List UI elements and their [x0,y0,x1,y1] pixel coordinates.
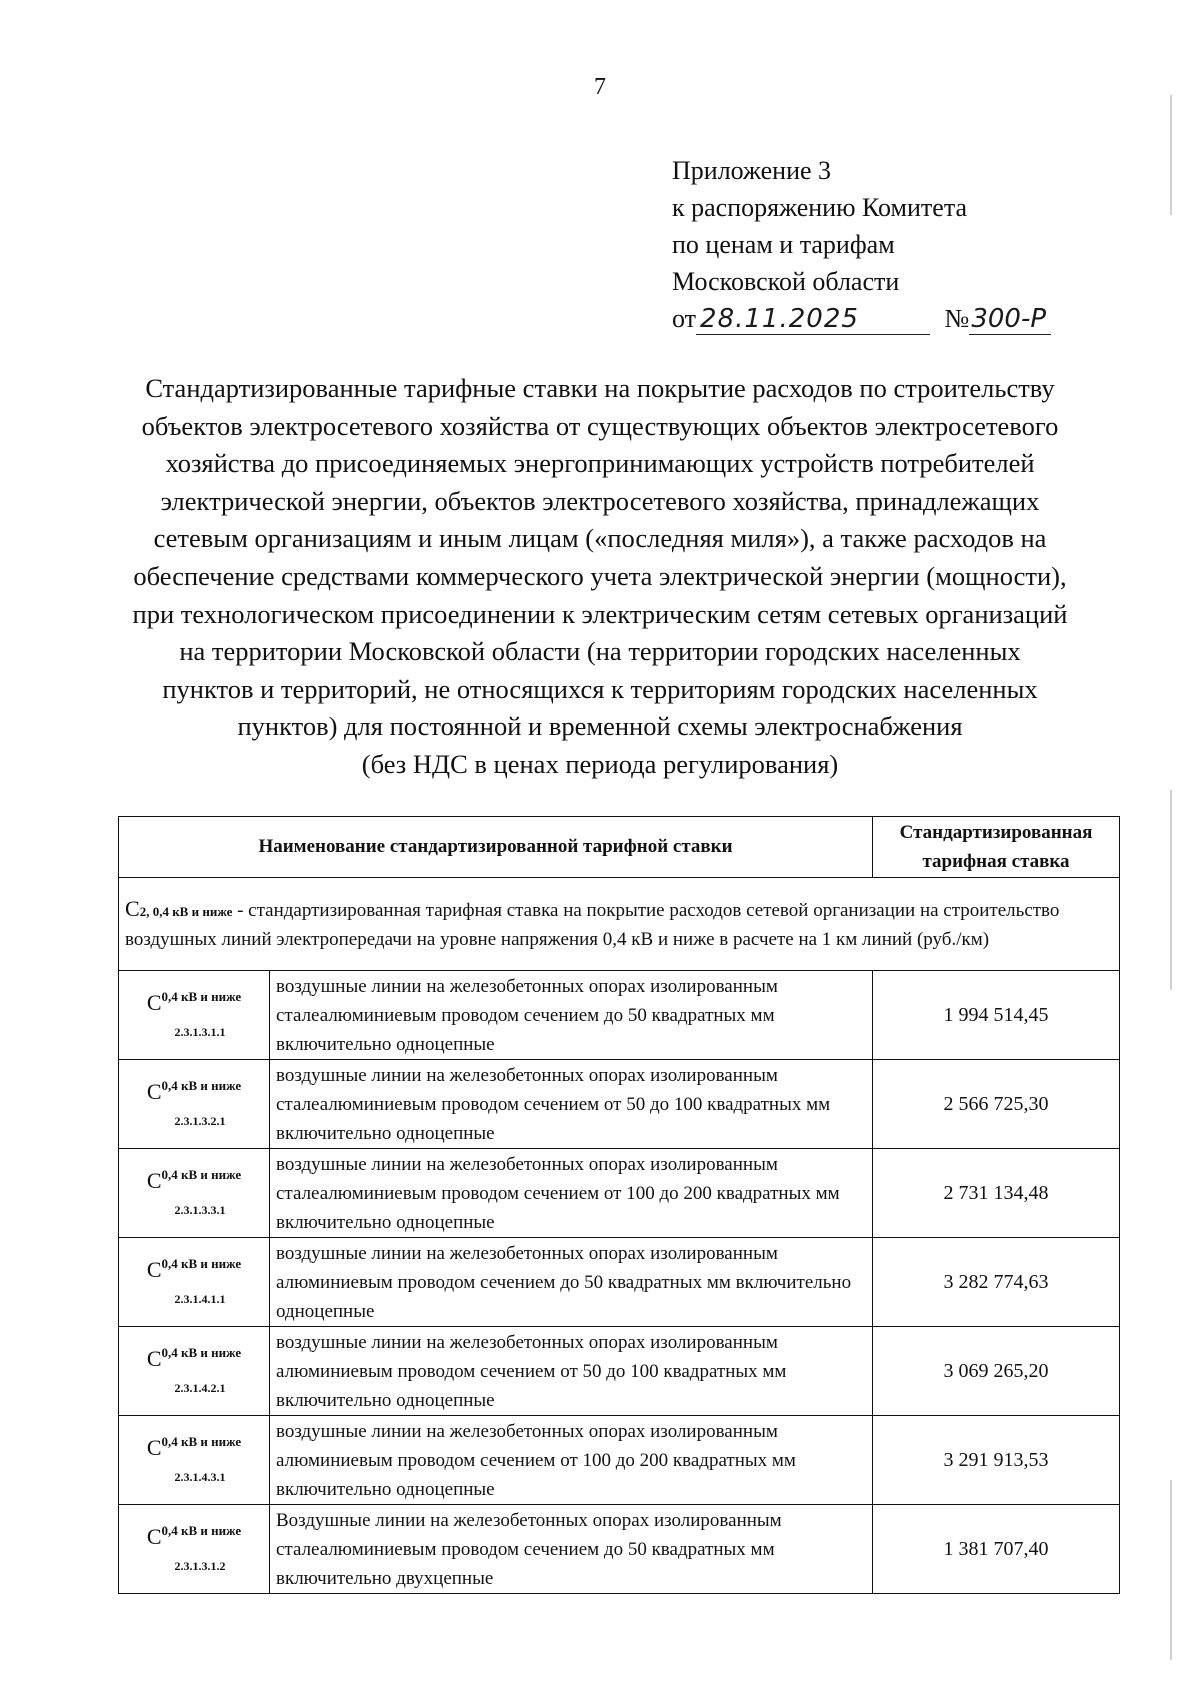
rate-subscript: 2.3.1.3.1.1 [174,1025,226,1039]
appendix-line: к распоряжению Комитета [672,193,968,222]
title-line: хозяйства до присоединяемых энергопринимающих устройств потребителей [165,448,1035,479]
table-row [119,971,1120,1060]
table-row [119,1416,1120,1505]
rate-code [119,1149,270,1238]
scan-margin-mark [1170,95,1172,215]
header-name: Наименование стандартизированной тарифной ставки [119,817,873,878]
group-symbol: С [125,895,140,921]
appendix-line: Приложение 3 [672,156,832,185]
title-line: пунктов и территорий, не относящихся к территориям городских населенных [162,673,1038,704]
date-prefix: от [672,304,697,333]
appendix-line: по ценам и тарифам [672,230,895,259]
rate-symbol: С [146,1346,162,1371]
appendix-line: Московской области [672,267,900,296]
rate-symbol: С [146,1257,162,1282]
rate-description: Воздушные линии на железобетонных опорах изолированным сталеалюминиевым проводом сечением до 50 квадратных мм включительно двухцепные [270,1505,873,1594]
rate-subscript: 2.3.1.3.1.2 [174,1559,226,1573]
title-line: обеспечение средствами коммерческого учета электрической энергии (мощности), [133,560,1067,591]
rate-symbol: С [146,1435,162,1460]
rate-superscript: 0,4 кВ и ниже [161,989,242,1004]
title-line: на территории Московской области (на территории городских населенных [179,636,1021,667]
rate-subscript: 2.3.1.4.1.1 [174,1292,226,1306]
rate-description: воздушные линии на железобетонных опорах изолированным сталеалюминиевым проводом сечением от 50 до 100 квадратных мм включительно одноцепные [270,1060,873,1149]
rate-superscript: 0,4 кВ и ниже [161,1434,242,1449]
group-description-row [119,878,1120,971]
rate-superscript: 0,4 кВ и ниже [161,1345,242,1360]
table-row [119,1505,1120,1594]
rate-value: 3 069 265,20 [873,1327,1120,1416]
rate-code [119,1238,270,1327]
rate-description: воздушные линии на железобетонных опорах изолированным алюминиевым проводом сечением до 50 квадратных мм включительно одноцепные [270,1238,873,1327]
title-line: электрической энергии, объектов электросетевого хозяйства, принадлежащих [160,485,1040,516]
rate-code [119,1327,270,1416]
rate-code [119,1060,270,1149]
rate-value: 2 731 134,48 [873,1149,1120,1238]
rate-superscript: 0,4 кВ и ниже [161,1078,242,1093]
table-header-row [119,817,1120,878]
title-line: при технологическом присоединении к электрическим сетям сетевых организаций [132,598,1068,629]
group-subscript: 2, 0,4 кВ и ниже [139,903,233,919]
rate-code [119,1416,270,1505]
rate-subscript: 2.3.1.4.3.1 [174,1470,226,1484]
rate-superscript: 0,4 кВ и ниже [161,1167,242,1182]
appendix-block [672,152,1051,337]
handwritten-number: 300-Р [969,304,1051,335]
rate-value: 3 282 774,63 [873,1238,1120,1327]
rate-subscript: 2.3.1.4.2.1 [174,1381,226,1395]
table-row [119,1149,1120,1238]
rate-code [119,1505,270,1594]
rate-value: 3 291 913,53 [873,1416,1120,1505]
scan-margin-mark [1170,790,1172,990]
date-number-line [672,300,1051,337]
rate-subscript: 2.3.1.3.3.1 [174,1203,226,1217]
rate-superscript: 0,4 кВ и ниже [161,1523,242,1538]
table-row [119,1060,1120,1149]
header-rate: Стандартизированная тарифная ставка [873,817,1120,878]
title-line: пунктов) для постоянной и временной схемы электроснабжения [237,711,963,742]
rate-description: воздушные линии на железобетонных опорах изолированным сталеалюминиевым проводом сечением до 50 квадратных мм включительно одноцепные [270,971,873,1060]
rate-value: 1 381 707,40 [873,1505,1120,1594]
page-number: 7 [594,74,606,100]
rate-symbol: С [146,1168,162,1193]
scan-margin-mark [1170,1480,1172,1660]
rate-description: воздушные линии на железобетонных опорах изолированным сталеалюминиевым проводом сечением от 100 до 200 квадратных мм включительно одноцепные [270,1149,873,1238]
title-line: (без НДС в ценах периода регулирования) [361,748,839,779]
title-line: объектов электросетевого хозяйства от существующих объектов электросетевого [141,410,1059,441]
title-line: Стандартизированные тарифные ставки на покрытие расходов по строительству [145,373,1055,403]
table-row [119,1327,1120,1416]
rate-value: 1 994 514,45 [873,971,1120,1060]
group-description [119,878,1120,971]
number-prefix: № [944,304,970,333]
group-text: - стандартизированная тарифная ставка на покрытие расходов сетевой организации на строительство воздушных линий электропередачи на уровне напряжения 0,4 кВ и ниже в расчете на 1 км линий (руб./км) [125,899,1060,950]
rate-symbol: С [146,1524,162,1549]
table-row [119,1238,1120,1327]
rate-value: 2 566 725,30 [873,1060,1120,1149]
rate-description: воздушные линии на железобетонных опорах изолированным алюминиевым проводом сечением от 50 до 100 квадратных мм включительно одноцепные [270,1327,873,1416]
rate-subscript: 2.3.1.3.2.1 [174,1114,226,1128]
handwritten-date: 28.11.2025 [696,304,930,335]
rate-description: воздушные линии на железобетонных опорах изолированным алюминиевым проводом сечением от 100 до 200 квадратных мм включительно одноцепные [270,1416,873,1505]
document-title [100,370,1100,784]
tariff-table [118,816,1120,1594]
title-line: сетевым организациям и иным лицам («последняя миля»), а также расходов на [153,523,1047,554]
rate-superscript: 0,4 кВ и ниже [161,1256,242,1271]
rate-symbol: С [146,1079,162,1104]
rate-code [119,971,270,1060]
rate-symbol: С [146,990,162,1015]
